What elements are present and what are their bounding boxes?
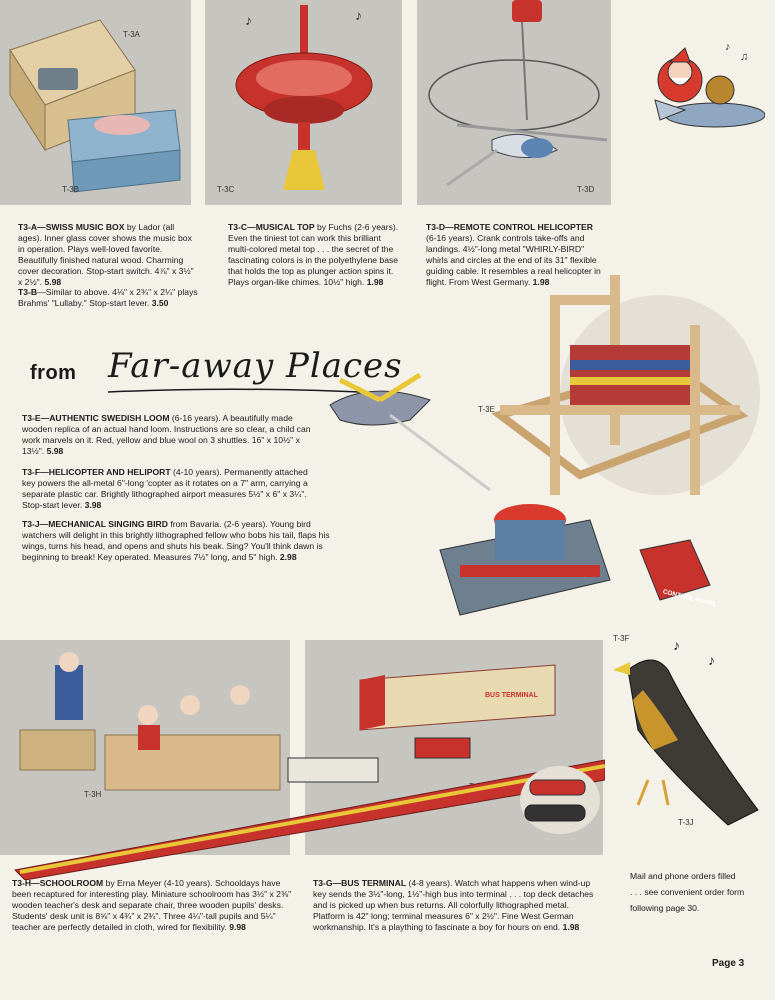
loom-title: T3-E—AUTHENTIC SWEDISH LOOM [22,413,170,423]
helicopter-title: T3-D—REMOTE CONTROL HELICOPTER [426,222,593,232]
photo-tag-t3b: T-3B [62,185,79,194]
helicopter-illustration [417,0,611,205]
bird-title: T3-J—MECHANICAL SINGING BIRD [22,519,168,529]
photo-tag-t3a: T-3A [123,30,140,39]
music-box-photo [0,0,191,205]
musical-top-price: 1.98 [366,276,384,287]
musical-top-text: by Fuchs (2-6 years). Even the tiniest tot can work this brilliant multi-colored metal top . . . the secret of the fascinating colors is in the polyethylene base that holds the top as plunger action spins it. Plays organ-like chimes. 10½" high. [228,222,399,287]
photo-tag-t3c: T-3C [217,185,235,194]
loom-price: 5.98 [46,445,64,456]
heliport-description [22,467,322,511]
loom-description [22,413,322,457]
order-note-line3: following page 30. [630,903,700,913]
musical-top-title: T3-C—MUSICAL TOP [228,222,315,232]
heliport-illustration [310,370,750,630]
heliport-price: 3.98 [84,499,102,510]
bus-terminal-text: (4-8 years). Watch what happens when wind-up key sends the 3½"-long, 1½"-high bus into terminal . . . top deck detaches and is picked up when bus returns. All colorfully lithographed metal. Platform is 42" long; terminal measures 6" x 2½". Fine West German workmanship. It's a plaything to fascinate a boy for hours on end. [313,878,594,932]
heading-far-away-places: Far-away Places [108,346,403,386]
bus-box-label: BUS TERMINAL [485,692,538,699]
control-panel-label: CONTROL PANEL [661,588,718,609]
helicopter-text: (6-16 years). Crank controls take-offs and landings. 4½"-long metal "WHIRLY-BIRD" whirls and circles at the end of its 31" flexible guiding cable. It resembles a real helicopter in flight. From West Germany. [426,232,601,287]
musical-top-illustration [205,0,402,205]
loom-text: (6-16 years). A beautifully made wooden replica of an actual hand loom. Instructions are so clear, a child can work marvels on it. Red, yellow and blue wool on 3 shuttles. 16" x 10½" x 13½". [22,413,311,456]
musical-top-photo [205,0,402,205]
schoolroom-title: T3-H—SCHOOLROOM [12,878,104,888]
music-box-price: 5.98 [44,276,62,287]
music-box-title: T3-A—SWISS MUSIC BOX [18,222,125,232]
bird-description [22,519,342,563]
bird-text: from Bavaria. (2-6 years). Young bird watchers will delight in this brightly lithographed fellow who bobs his tail, flaps his wings, turns his head, and opens and shuts his beak. Sing? You'll think dawn is beginning to break! Key operated. Measures 7½" long, and 5" high. [22,519,330,562]
schoolroom-text: by Erna Meyer (4-10 years). Schooldays have been recaptured for interesting play. Miniature schoolroom has 3½" x 2⅜" wooden teacher's desk and separate chair, three wooden pupils' desks. Students' desk unit is 8⅝" x 4¾" x 2¾". Three 4¼"-tall pupils and 5¼" teacher are perfectly detailed in cloth, wired for flexibility. [12,878,292,932]
music-box-sub-text: —Similar to above. 4⅛" x 2¾" x 2¼" plays Brahms' "Lullaby." Stop-start lever. [18,287,198,309]
bus-terminal-price: 1.98 [562,921,580,932]
photo-tag-t3e: T-3E [478,405,495,414]
svg-text:♪: ♪ [673,637,680,653]
helicopter-price: 1.98 [532,276,550,287]
musical-top-description [228,222,404,287]
music-box-text: by Lador (all ages). Inner glass cover shows the music box in operation. Plays well-loved favorite. Beautifully finished natural wood. Charming cover decoration. Stop-start switch. 4⅞" x 3½" x 2½". [18,222,194,287]
svg-text:♪: ♪ [708,652,715,668]
music-box-illustration [0,0,191,205]
svg-text:♪: ♪ [355,7,362,23]
order-note-line1: Mail and phone orders filled [630,871,736,881]
music-box-sub-price: 3.50 [151,298,169,309]
photo-tag-t3d: T-3D [577,185,595,194]
schoolroom-description [12,878,296,933]
helicopter-photo [417,0,611,205]
heading-from: from [30,362,77,384]
heliport-text: (4-10 years). Permanently attached key powers the all-metal 6"-long 'copter as it rotates on a 7" arm, carrying a separate plastic car. Brightly lithographed airport measures 5½" x 6" x 3¼". Stop-start lever. [22,467,308,510]
svg-text:♪: ♪ [245,12,252,28]
svg-text:♫: ♫ [740,51,749,63]
order-note [630,868,744,916]
bus-terminal-description [313,878,603,933]
bus-platform-illustration [5,700,605,880]
photo-tag-t3j: T-3J [678,818,694,827]
bus-terminal-title: T3-G—BUS TERMINAL [313,878,407,888]
heliport-title: T3-F—HELICOPTER AND HELIPORT [22,467,171,477]
music-box-description [18,222,200,309]
photo-tag-t3h: T-3H [84,790,102,799]
schoolroom-price: 9.98 [229,921,246,932]
santa-airplane-illustration [625,30,765,140]
svg-text:♪: ♪ [725,41,731,53]
photo-tag-t3f: T-3F [613,634,630,643]
page-number: Page 3 [712,958,745,969]
order-note-line2: . . . see convenient order form [630,887,745,897]
music-box-sub-title: T3-B [18,287,38,298]
bird-price: 2.98 [279,551,297,562]
